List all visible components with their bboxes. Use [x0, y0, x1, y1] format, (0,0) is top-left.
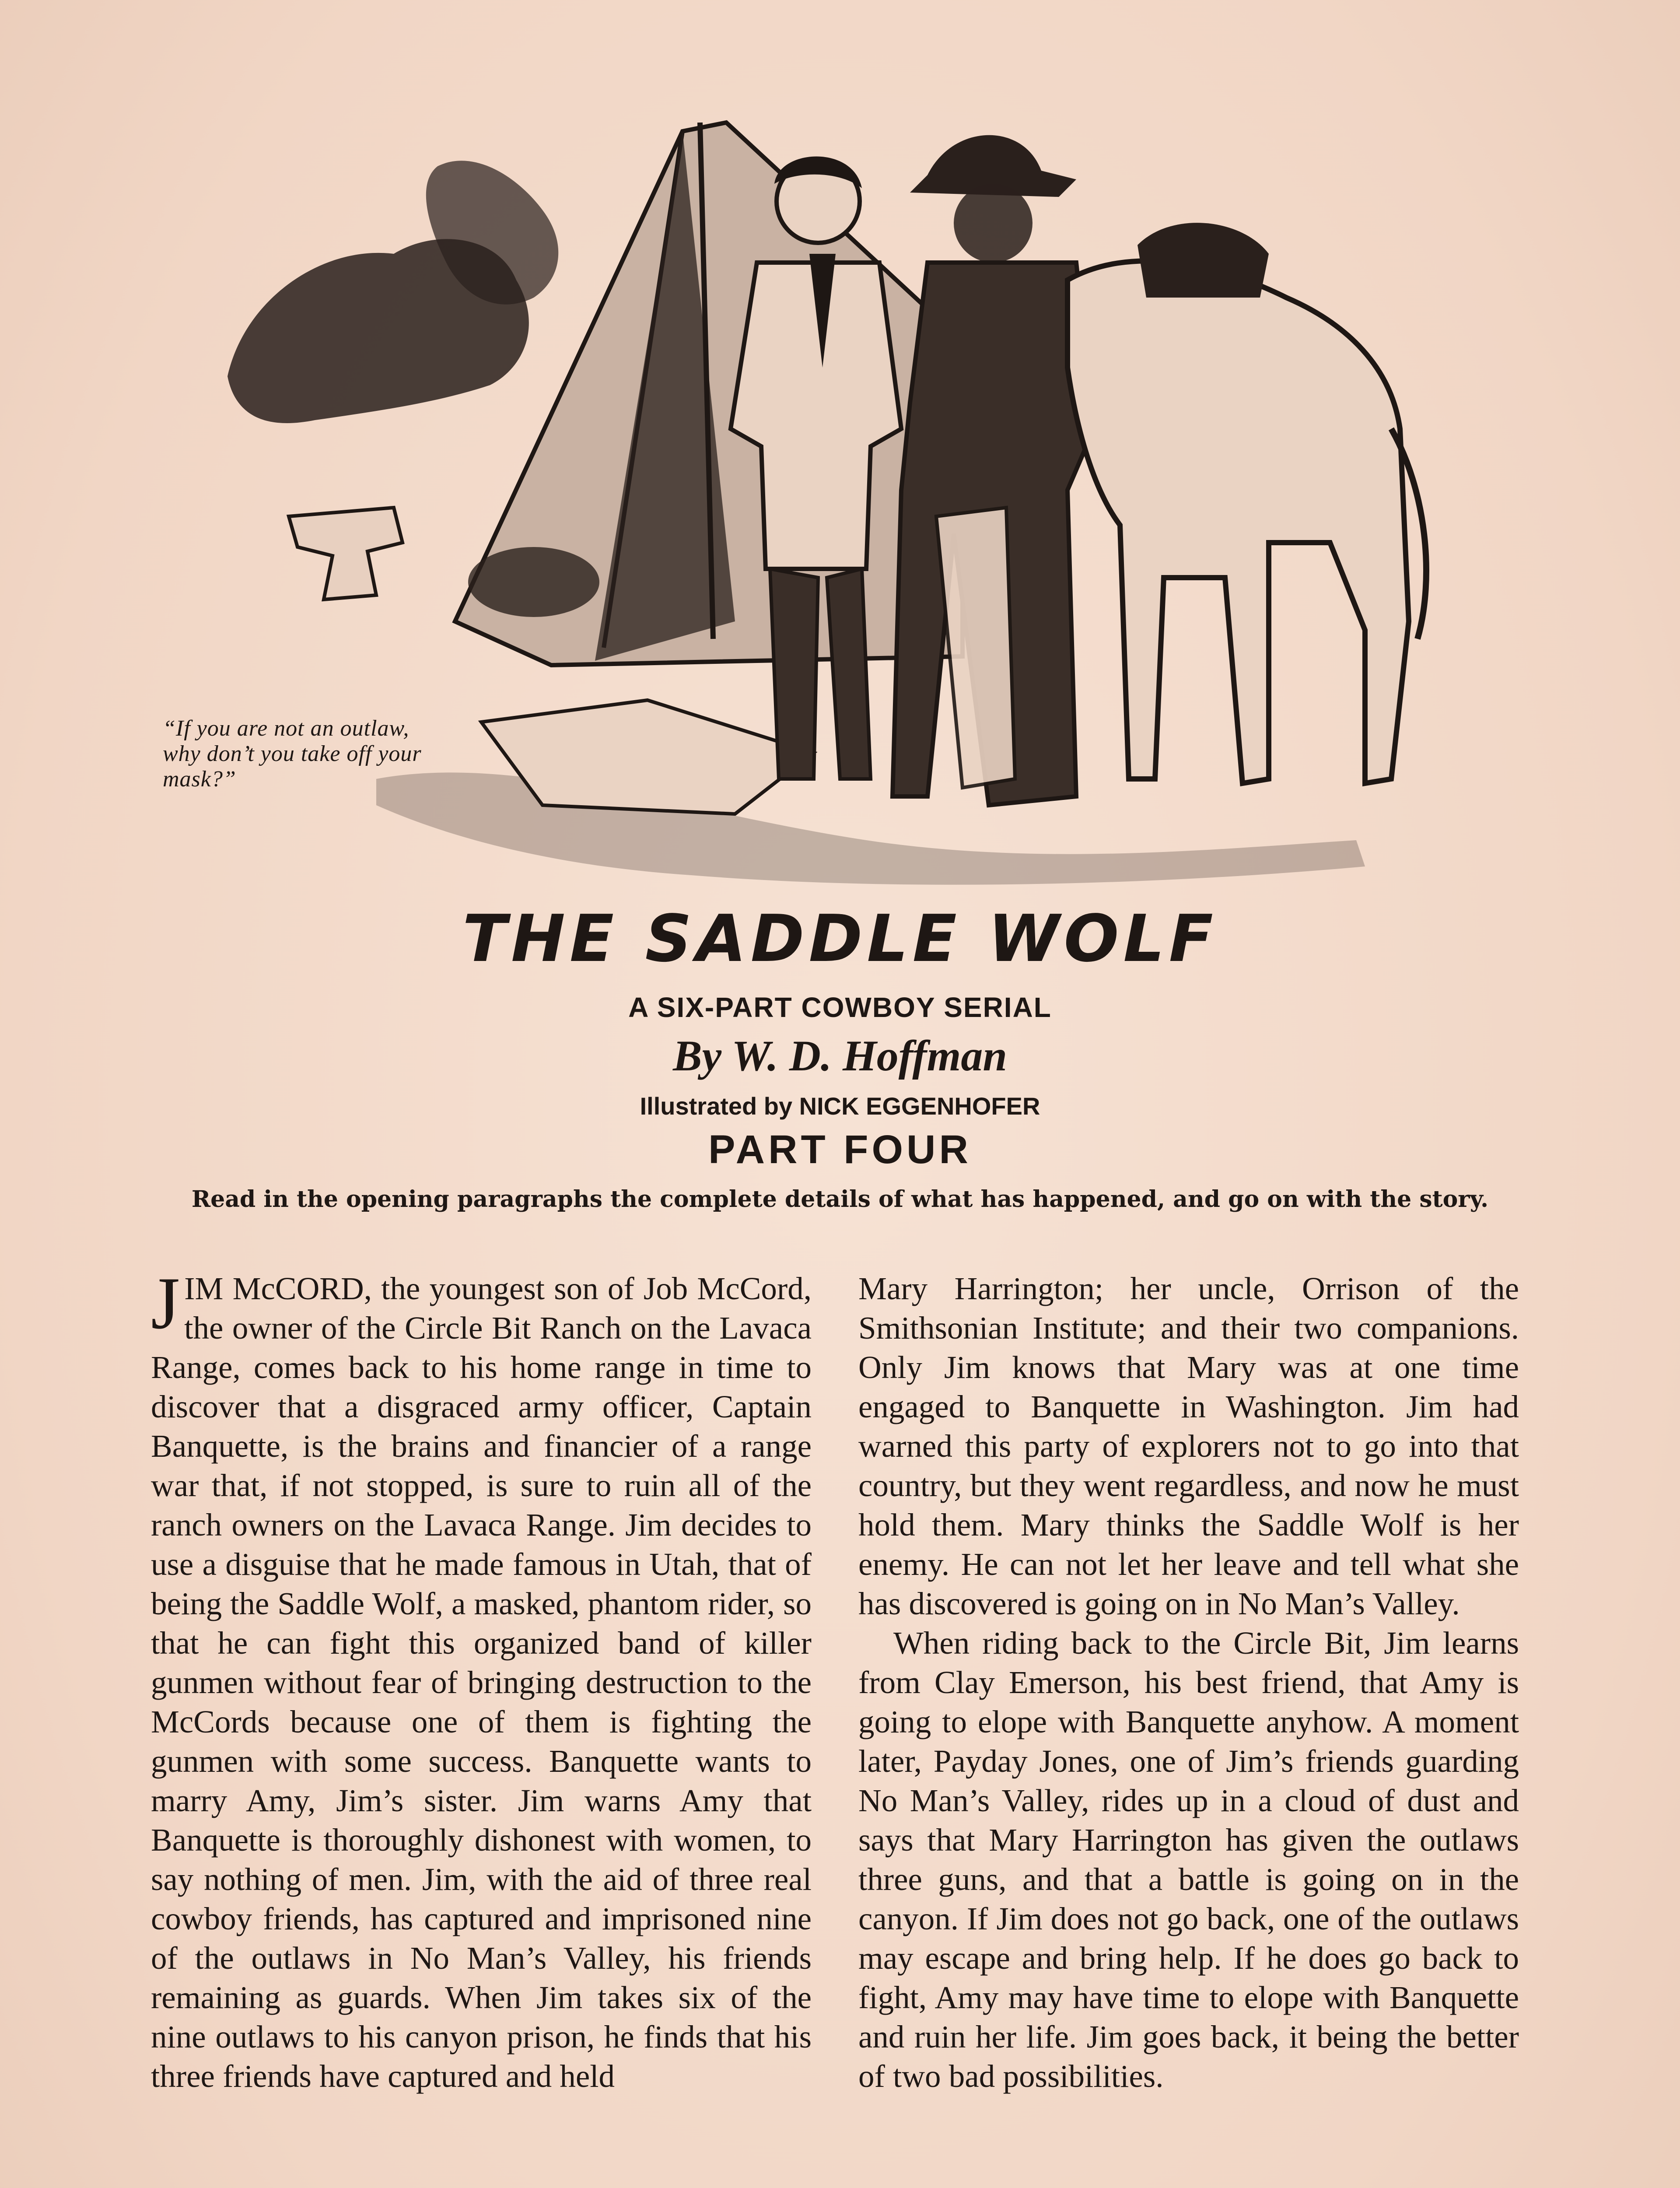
- illustration-caption: “If you are not an outlaw, why don’t you take off your mask?”: [163, 716, 422, 792]
- story-subtitle: A SIX-PART COWBOY SERIAL: [628, 992, 1052, 1023]
- left-column-text: IM McCORD, the youngest son of Job McCord, the owner of the Circle Bit Ranch on the Lavaca Range, comes back to his home range in time to discover that a disgraced army officer, Captain Banquette, is the brains and financier of a range war that, if not stopped, is sure to ruin all of the ranch owners on the Lavaca Range. Jim decides to use a disguise that he made famous in Utah, that of being the Saddle Wolf, a masked, phantom rider, so that he can fight this organized band of killer gunmen without fear of bringing destruction to the McCords because one of them is fighting the gunmen with some success. Banquette wants to marry Amy, Jim’s sister. Jim warns Amy that Banquette is thoroughly dishonest with women, to say nothing of men. Jim, with the aid of three real cowboy friends, has captured and imprisoned nine of the outlaws in No Man’s Valley, his friends remaining as guards. When Jim takes six of the nine outlaws to his canyon prison, he finds that his three friends have captured and held: [151, 1271, 812, 2094]
- synopsis-paragraph-1: [151, 1262, 812, 2096]
- illustrator-credit: Illustrated by NICK EGGENHOFER: [640, 1092, 1040, 1120]
- part-heading: PART FOUR: [708, 1127, 972, 1172]
- synopsis-paragraph-1-continued: Mary Harrington; her uncle, Orrison of the Smithsonian Institute; and their two companions. Only Jim knows that Mary was at one time engaged to Banquette in Washington. Jim had warned this party of explorers not to go into that country, but they went regardless, and now he must hold them. Mary thinks the Saddle Wolf is her enemy. He can not let her leave and tell what she has discovered is going on in No Man’s Valley.: [858, 1271, 1519, 1621]
- left-column: [151, 1262, 812, 2096]
- story-title: THE SADDLE WOLF: [462, 901, 1218, 976]
- drop-cap: J: [151, 1262, 180, 1344]
- author-byline: By W. D. Hoffman: [673, 1031, 1007, 1080]
- synopsis-paragraph-2: When riding back to the Circle Bit, Jim learns from Clay Emerson, his best friend, that Amy is going to elope with Banquette anyhow. A moment later, Payday Jones, one of Jim’s friends guarding No Man’s Valley, rides up in a cloud of dust and says that Mary Harrington has given the outlaws three guns, and that a battle is going on in the canyon. If Jim does not go back, one of the outlaws may escape and bring help. If he does go back to fight, Amy may have time to elope with Banquette and ruin her life. Jim goes back, it being the better of two bad possibilities.: [858, 1625, 1519, 2094]
- intro-note: Read in the opening paragraphs the complete details of what has happened, and go on with the story.: [191, 1186, 1489, 1213]
- right-column: [858, 1269, 1519, 2096]
